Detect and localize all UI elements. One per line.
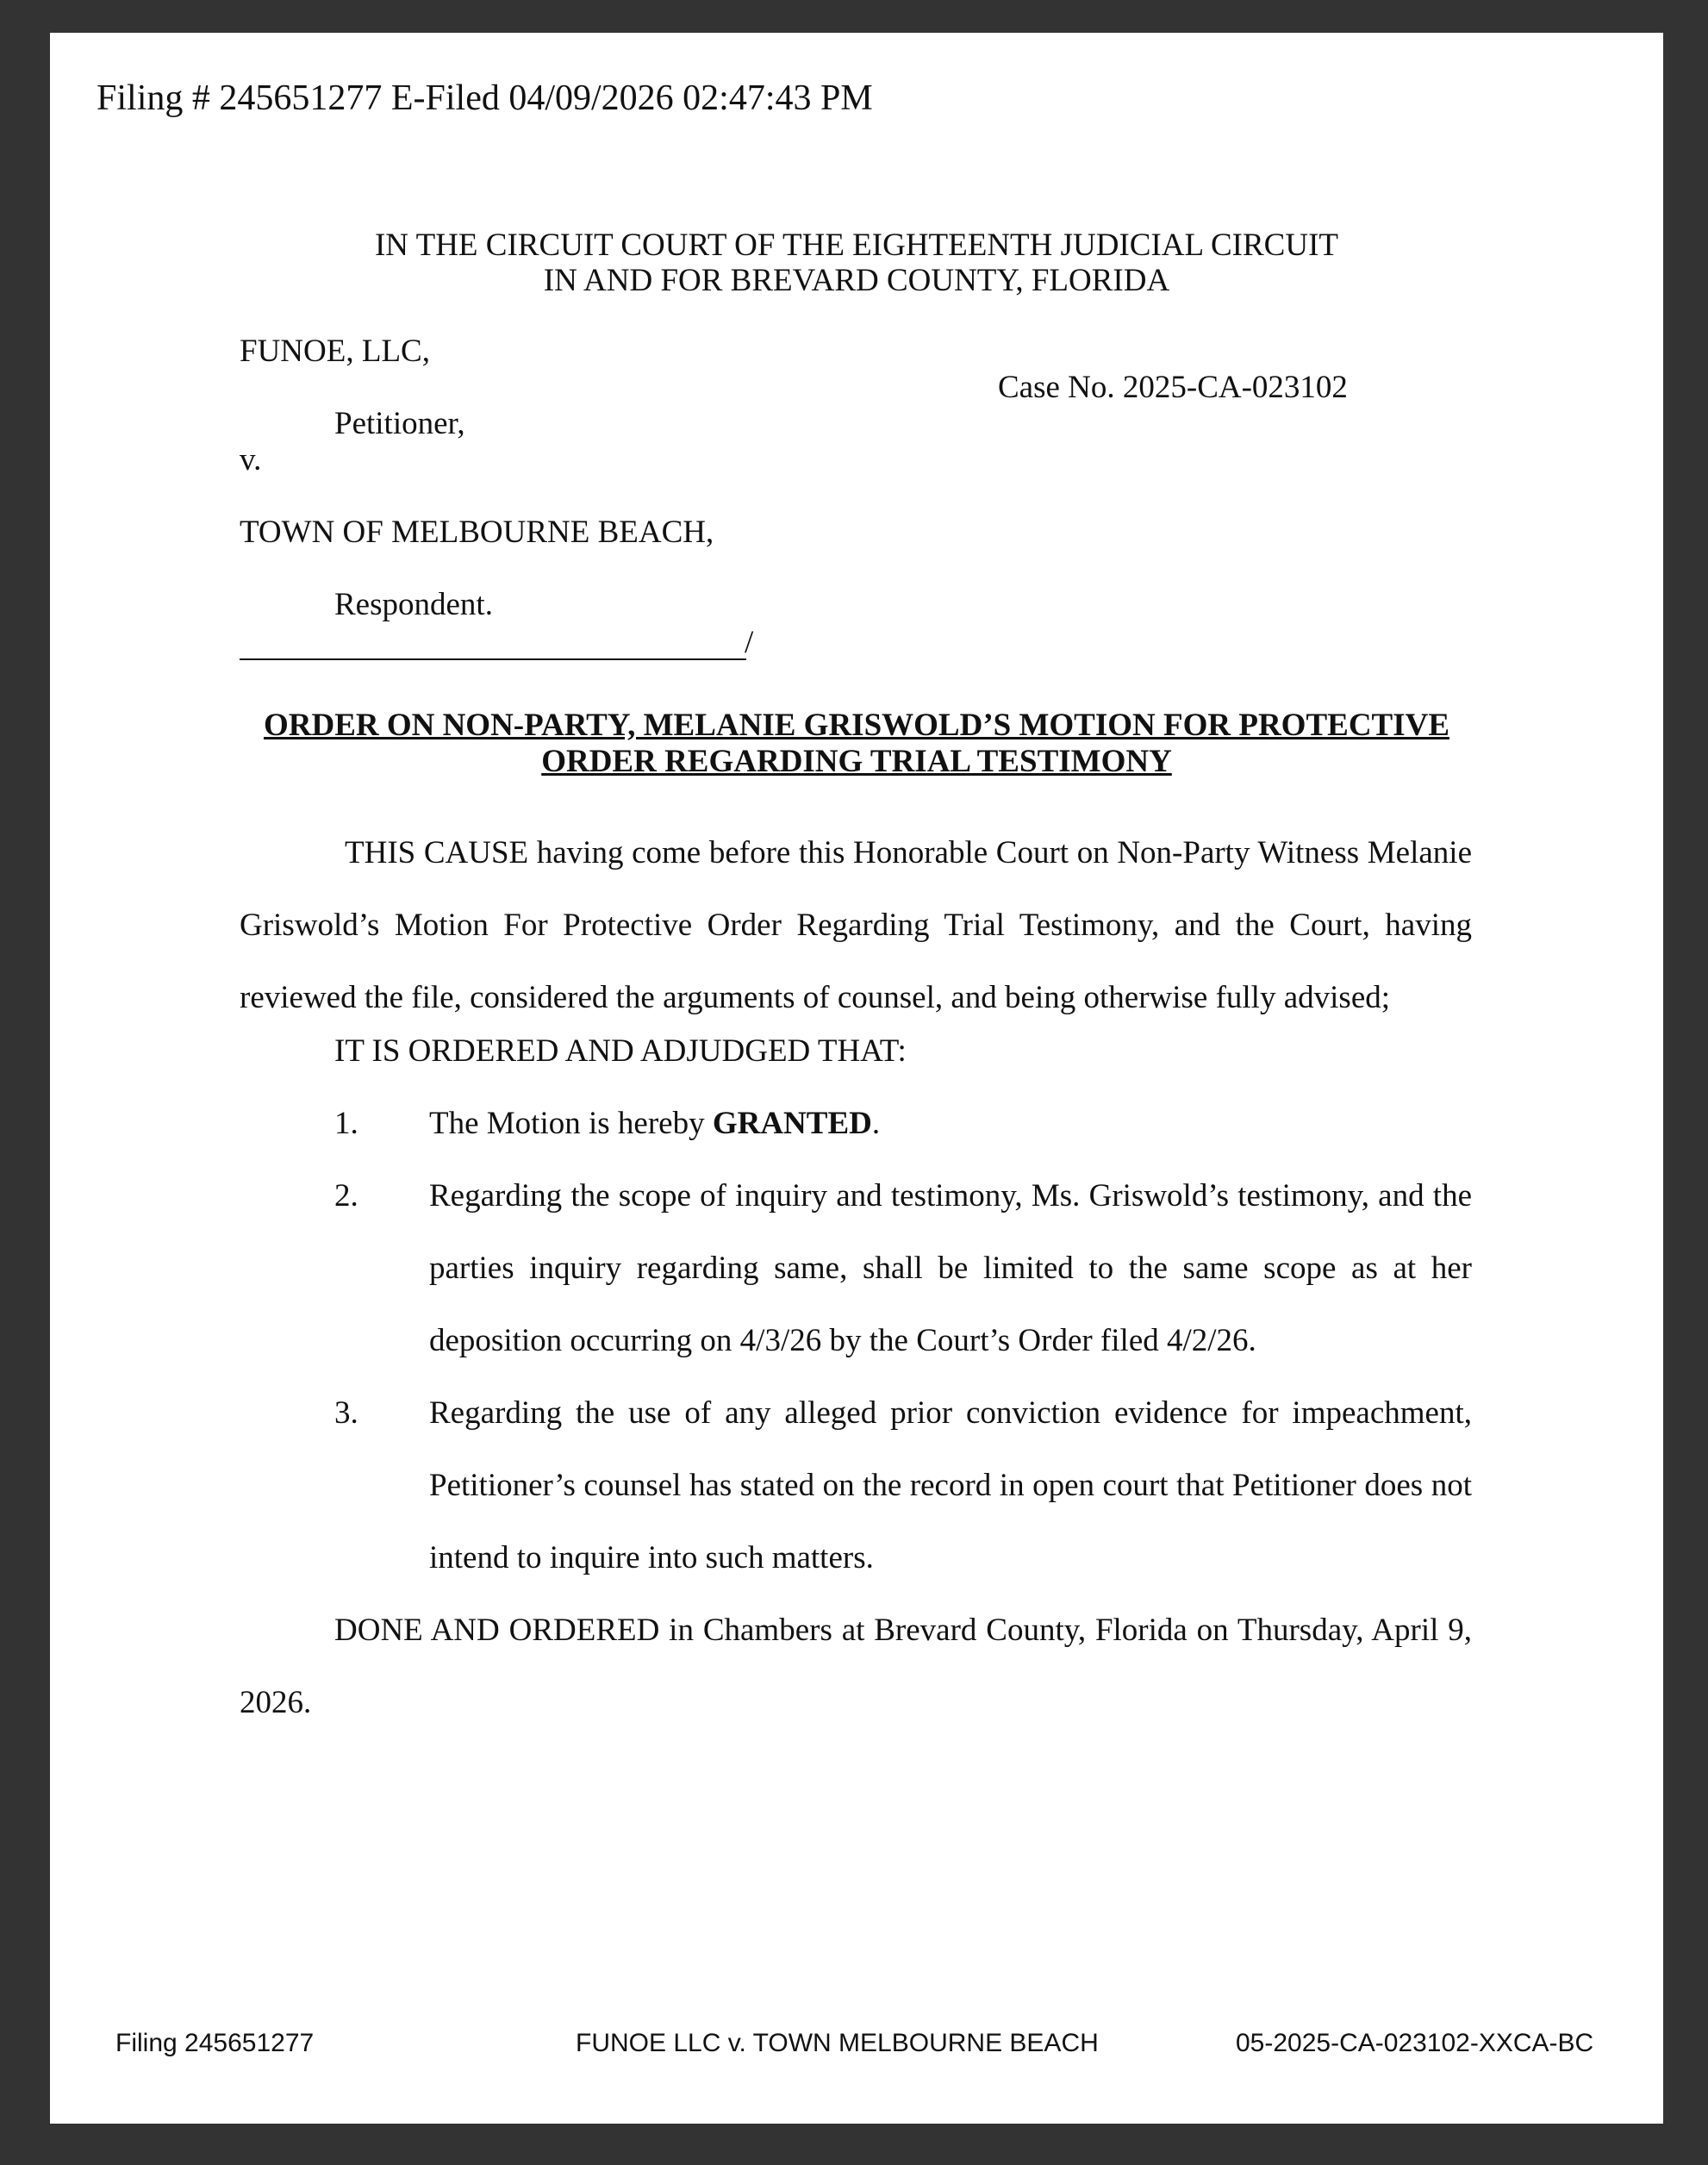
intro-paragraph: [240, 817, 1472, 1034]
ordered-heading: IT IS ORDERED AND ADJUDGED THAT:: [334, 1033, 907, 1069]
item-3-line-1: Regarding the use of any alleged prior conviction evidence for impeachment,: [429, 1395, 1472, 1431]
intro-line-3: reviewed the file, considered the arguments of counsel, and being otherwise fully advised;: [240, 980, 1391, 1015]
order-title-line-1: ORDER ON NON-PARTY, MELANIE GRISWOLD’S MOTION FOR PROTECTIVE: [263, 708, 1450, 743]
item-2-number: 2.: [334, 1178, 358, 1214]
item-2-line-3: deposition occurring on 4/3/26 by the Court’s Order filed 4/2/26.: [429, 1323, 1256, 1358]
order-title-line-2: ORDER REGARDING TRIAL TESTIMONY: [541, 744, 1172, 779]
item-1-text: The Motion is hereby GRANTED.: [429, 1106, 881, 1141]
item-3-number: 3.: [334, 1395, 358, 1431]
done-line-2: 2026.: [240, 1685, 312, 1720]
item-2-line-1: Regarding the scope of inquiry and testimony, Ms. Griswold’s testimony, and the: [429, 1178, 1472, 1214]
item-3-line-3: intend to inquire into such matters.: [429, 1540, 874, 1575]
item-2-line-2: parties inquiry regarding same, shall be limited to the same scope as at her: [429, 1251, 1472, 1286]
granted-text: GRANTED: [712, 1106, 872, 1141]
respondent-role: Respondent.: [334, 587, 493, 622]
footer-case-style: FUNOE LLC v. TOWN MELBOURNE BEACH: [576, 2029, 1099, 2057]
filing-stamp: Filing # 245651277 E-Filed 04/09/2026 02:47:43 PM: [97, 78, 873, 118]
item-1-number: 1.: [334, 1106, 358, 1141]
item-3-text: [429, 1377, 1472, 1594]
footer-case-number: 05-2025-CA-023102-XXCA-BC: [1236, 2029, 1594, 2057]
done-line-1: DONE AND ORDERED in Chambers at Brevard County, Florida on Thursday, April 9,: [334, 1613, 1472, 1648]
intro-line-2: Griswold’s Motion For Protective Order Regarding Trial Testimony, and the Court, having: [240, 908, 1472, 943]
document-page: [50, 33, 1663, 2124]
petitioner-name: FUNOE, LLC,: [240, 334, 430, 369]
footer-filing-number: Filing 245651277: [115, 2029, 315, 2057]
case-number: Case No. 2025-CA-023102: [998, 370, 1348, 405]
caption-underline: [240, 658, 746, 660]
versus: v.: [240, 442, 262, 477]
court-name-line-2: IN AND FOR BREVARD COUNTY, FLORIDA: [543, 263, 1170, 298]
intro-line-1: THIS CAUSE having come before this Honorable Court on Non-Party Witness Melanie: [345, 835, 1472, 870]
respondent-name: TOWN OF MELBOURNE BEACH,: [240, 515, 714, 550]
item-2-text: [429, 1160, 1472, 1377]
court-name-line-1: IN THE CIRCUIT COURT OF THE EIGHTEENTH JUDICIAL CIRCUIT: [374, 228, 1338, 263]
caption-slash: /: [745, 625, 754, 660]
done-paragraph: [240, 1594, 1472, 1739]
item-3-line-2: Petitioner’s counsel has stated on the record in open court that Petitioner does not: [429, 1468, 1472, 1503]
petitioner-role: Petitioner,: [334, 406, 465, 441]
